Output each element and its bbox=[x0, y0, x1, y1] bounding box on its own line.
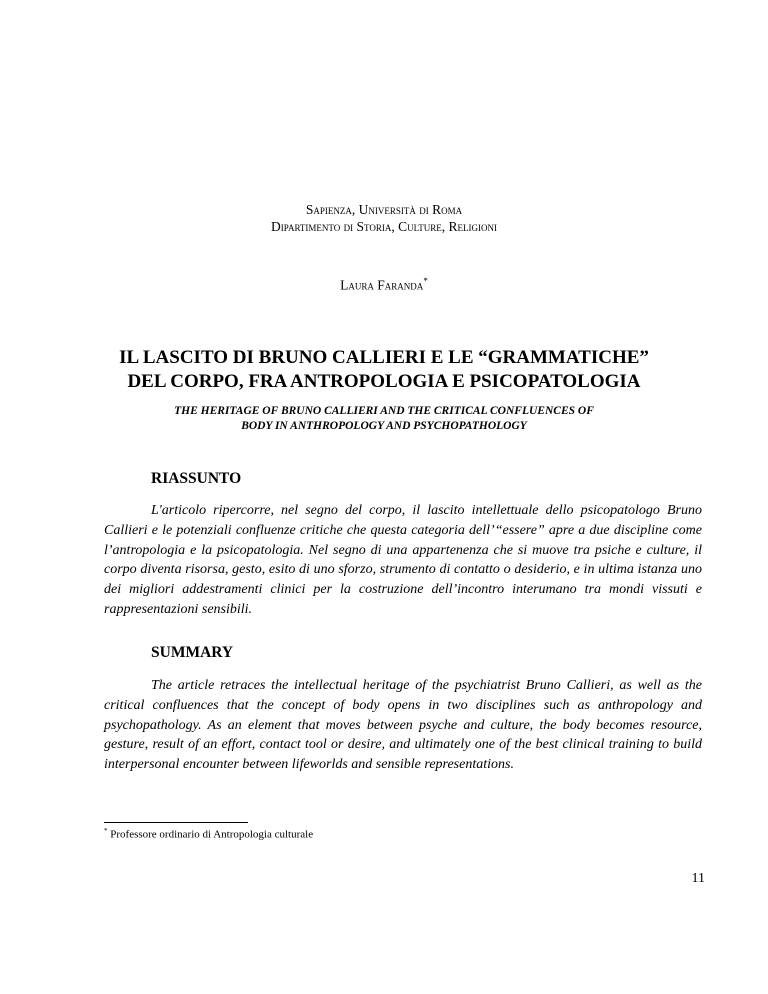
university-affiliation: Sapienza, Università di Roma bbox=[305, 202, 463, 217]
article-subtitle-line-2: BODY IN ANTHROPOLOGY AND PSYCHOPATHOLOGY bbox=[241, 420, 527, 432]
article-subtitle-line-1: THE HERITAGE OF BRUNO CALLIERI AND THE CRITICAL CONFLUENCES OF bbox=[174, 405, 594, 417]
footnote-divider bbox=[104, 822, 248, 823]
article-title bbox=[60, 346, 708, 394]
article-title-line-1: IL LASCITO DI BRUNO CALLIERI E LE “GRAMMATICHE” bbox=[119, 347, 649, 368]
article-title-line-2: DEL CORPO, FRA ANTROPOLOGIA E PSICOPATOLOGIA bbox=[127, 371, 641, 392]
riassunto-text: L'articolo ripercorre, nel segno del corpo, il lascito intellettuale dello psicopatologo Bruno Callieri e le potenziali confluenze critiche che questa categoria dell’“essere” apre a due discipline come l’antropologia e la psicopatologia. Nel segno di una appartenenza che si muove tra psiche e culture, il corpo diventa risorsa, gesto, esito di uno sforzo, strumento di contatto o desiderio, e in ultima istanza uno dei migliori addestramenti clinici per la costruzione dell’incontro interumano tra mondi vissuti e rappresentazioni sensibili. bbox=[104, 503, 702, 617]
summary-heading: SUMMARY bbox=[151, 644, 234, 661]
footnote bbox=[104, 827, 313, 841]
author-name-text: Laura Faranda bbox=[340, 277, 424, 293]
article-subtitle bbox=[90, 404, 678, 434]
footnote-mark: * bbox=[104, 827, 108, 835]
department-affiliation: Dipartimento di Storia, Culture, Religioni bbox=[271, 219, 497, 234]
author-name bbox=[0, 276, 768, 294]
riassunto-heading: RIASSUNTO bbox=[151, 470, 242, 487]
footnote-text: Professore ordinario di Antropologia culturale bbox=[110, 828, 314, 841]
summary-text: The article retraces the intellectual heritage of the psychiatrist Bruno Callieri, as well as the critical confluences that the concept of body opens in two disciplines such as anthropology and psychopathology. As an element that moves between psyche and culture, the body becomes resource, gesture, result of an effort, contact tool or desire, and ultimately one of the best clinical training to build interpersonal encounter between lifeworlds and sensible representations. bbox=[104, 678, 702, 773]
author-footnote-mark: * bbox=[423, 276, 428, 286]
page-number: 11 bbox=[691, 871, 705, 886]
